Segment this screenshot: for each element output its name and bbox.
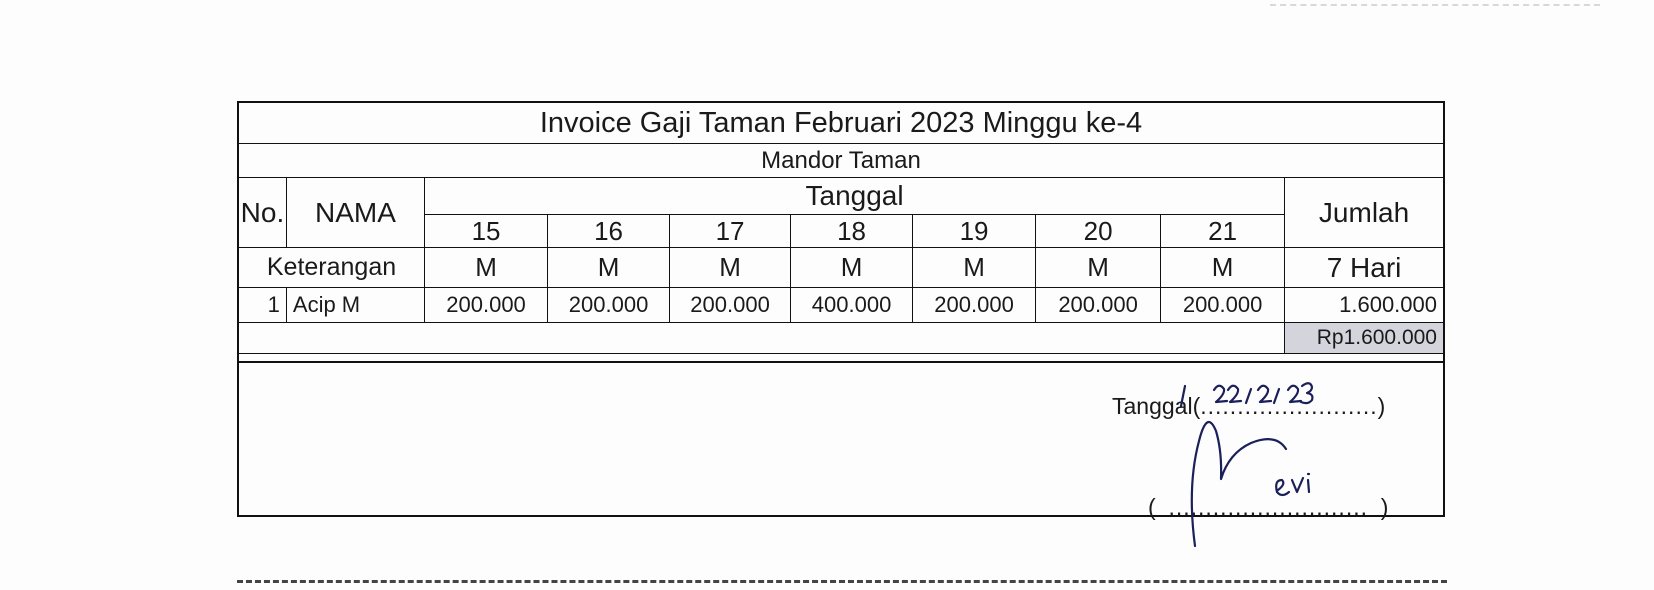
table-row — [239, 288, 1443, 323]
row-value: 200.000 — [1161, 288, 1285, 323]
invoice-table — [239, 103, 1443, 354]
row-no: 1 — [239, 288, 286, 323]
row-value: 200.000 — [670, 288, 791, 323]
keterangan-code: M — [1161, 248, 1285, 288]
day-cell: 17 — [670, 215, 791, 248]
day-cell: 19 — [913, 215, 1036, 248]
invoice-subtitle: Mandor Taman — [239, 144, 1443, 178]
scan-artifact — [1270, 4, 1600, 6]
row-value: 200.000 — [913, 288, 1036, 323]
header-no: No. — [239, 178, 286, 248]
signature-date: Tanggal(........................) — [1112, 393, 1386, 419]
row-jumlah: 1.600.000 — [1285, 288, 1443, 323]
day-cell: 16 — [548, 215, 670, 248]
header-nama: NAMA — [286, 178, 424, 248]
row-nama: Acip M — [286, 288, 424, 323]
section-divider — [239, 361, 1443, 363]
header-tanggal: Tanggal — [425, 178, 1285, 215]
handwritten-signature — [1150, 378, 1380, 553]
keterangan-total: 7 Hari — [1285, 248, 1443, 288]
total-spacer — [239, 323, 1285, 354]
invoice-title: Invoice Gaji Taman Februari 2023 Minggu ke-4 — [239, 103, 1443, 144]
day-cell: 20 — [1036, 215, 1161, 248]
signature-name-line: ( ........................... ) — [1148, 494, 1389, 520]
day-cell: 21 — [1161, 215, 1285, 248]
row-value: 200.000 — [1036, 288, 1161, 323]
keterangan-code: M — [670, 248, 791, 288]
keterangan-code: M — [425, 248, 548, 288]
day-cell: 15 — [425, 215, 548, 248]
tanggal-label: Tanggal — [1112, 393, 1193, 419]
row-value: 200.000 — [425, 288, 548, 323]
keterangan-code: M — [913, 248, 1036, 288]
keterangan-label: Keterangan — [239, 248, 425, 288]
keterangan-code: M — [791, 248, 913, 288]
row-value: 400.000 — [791, 288, 913, 323]
cut-line — [237, 580, 1447, 583]
keterangan-code: M — [1036, 248, 1161, 288]
row-value: 200.000 — [548, 288, 670, 323]
day-cell: 18 — [791, 215, 913, 248]
keterangan-code: M — [548, 248, 670, 288]
grand-total: Rp1.600.000 — [1285, 323, 1443, 354]
header-jumlah: Jumlah — [1285, 178, 1443, 248]
